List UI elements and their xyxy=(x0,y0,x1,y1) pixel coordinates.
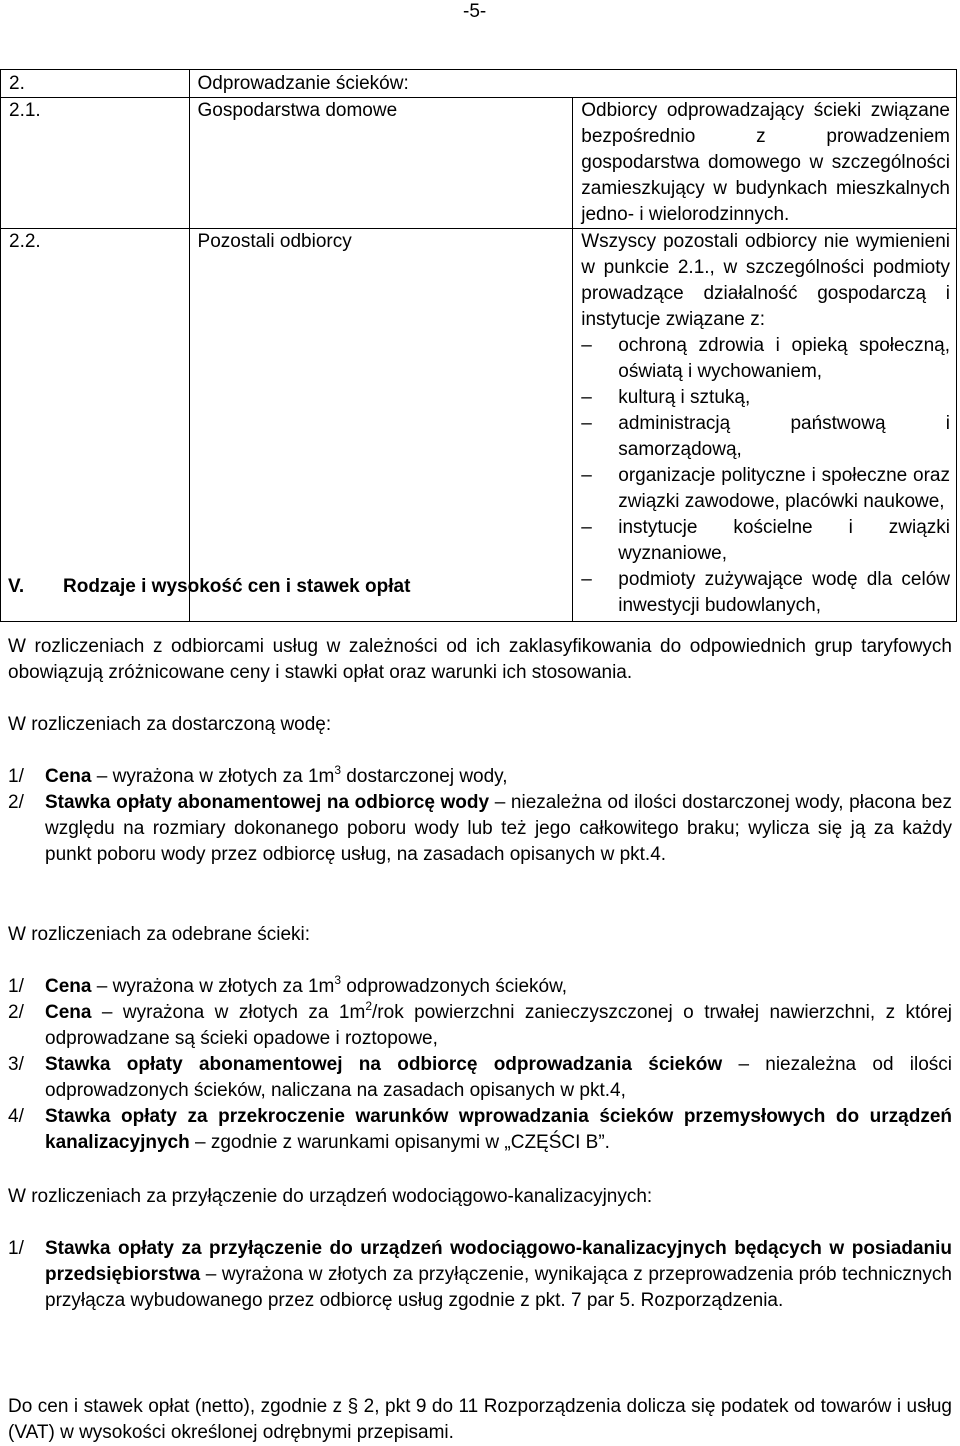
item-term: Cena xyxy=(45,1002,92,1023)
dash-bullet: – xyxy=(581,517,592,538)
sewage-item-1 xyxy=(8,974,952,1000)
sewage-heading: W rozliczeniach za odebrane ścieki: xyxy=(8,924,311,945)
item-term: Stawka opłaty za przekroczenie warunków wprowadzania ścieków przemysłowych do urządzeń kanalizacyjnych xyxy=(45,1106,952,1153)
item-number: 4/ xyxy=(8,1106,24,1127)
item-term: Cena xyxy=(45,766,92,787)
list-item xyxy=(581,463,950,515)
item-number: 2/ xyxy=(8,1002,24,1023)
item-number: 1/ xyxy=(8,766,24,787)
row-description: Wszyscy pozostali odbiorcy nie wymienieni w punkcie 2.1., w szczególności podmioty prowadzące działalność gospodarczą i instytucje związane z: xyxy=(581,231,950,330)
institution-list xyxy=(581,333,950,619)
list-item xyxy=(581,411,950,463)
list-item xyxy=(8,1052,952,1104)
dash-bullet: – xyxy=(581,569,592,590)
item-text: – wyrażona w złotych za 1m xyxy=(91,1002,366,1023)
dash-bullet: – xyxy=(581,413,592,434)
item-number: 3/ xyxy=(8,1054,24,1075)
row-number: 2.2. xyxy=(1,229,190,622)
item-term: Cena xyxy=(45,976,92,997)
table-row xyxy=(1,98,957,229)
item-text: – wyrażona w złotych za 1m xyxy=(91,766,335,787)
list-item-text: administracją państwową i samorządową, xyxy=(618,413,950,460)
list-item xyxy=(581,333,950,385)
vat-note xyxy=(8,1394,952,1446)
section-intro: W rozliczeniach z odbiorcami usług w zależności od ich zaklasyfikowania do odpowiednich grup taryfowych obowiązują zróżnicowane ceny i stawki opłat oraz warunki ich stosowania. xyxy=(8,636,952,683)
water-item-2 xyxy=(8,790,952,868)
sewage-item-3 xyxy=(8,1052,952,1104)
row-description: Odbiorcy odprowadzający ścieki związane bezpośrednio z prowadzeniem gospodarstwa domowego w szczególności zamieszkujący w budynkach mieszkalnych jedno- i wielorodzinnych. xyxy=(573,98,957,229)
list-item xyxy=(8,1236,952,1314)
item-text: dostarczonej wody, xyxy=(341,766,508,787)
item-text: odprowadzonych ścieków, xyxy=(341,976,568,997)
item-text: – wyrażona w złotych za 1m xyxy=(91,976,335,997)
row-group-name: Gospodarstwa domowe xyxy=(189,98,573,229)
dash-bullet: – xyxy=(581,465,592,486)
list-item xyxy=(581,385,950,411)
item-text: /rok powierzchni zanieczyszczonej o trwałej nawierzchni, z której odprowadzane są ścieki opadowe i roztopowe, xyxy=(45,1002,952,1049)
note-text: Do cen i stawek opłat (netto), zgodnie z xyxy=(8,1396,348,1417)
list-item-text: ochroną zdrowia i opieką społeczną, oświatą i wychowaniem, xyxy=(618,335,950,382)
item-number: 1/ xyxy=(8,976,24,997)
list-item-text: kulturą i sztuką, xyxy=(618,387,751,408)
list-item-text: organizacje polityczne i społeczne oraz związki zawodowe, placówki naukowe, xyxy=(618,465,950,512)
row-group-name: Pozostali odbiorcy xyxy=(189,229,573,622)
table-row xyxy=(1,70,957,98)
superscript: 3 xyxy=(334,972,342,987)
connection-heading: W rozliczeniach za przyłączenie do urządzeń wodociągowo-kanalizacyjnych: xyxy=(8,1186,653,1207)
list-item xyxy=(8,1000,952,1052)
table-row xyxy=(1,229,957,622)
section-number: V. xyxy=(8,576,25,597)
item-text: – niezależna od ilości dostarczonej wody, płacona bez względu na rozmiary dokonanego poboru wody lub też jego całkowitego braku; wylicza się ją za każdy punkt poboru wody przez odbiorcę usług, na zasadach opisanych w pkt.4. xyxy=(45,792,952,865)
sewage-item-2 xyxy=(8,1000,952,1052)
list-item xyxy=(8,974,952,1000)
note-text: 2, pkt 9 do 11 Rozporządzenia dolicza się podatek od towarów i usług (VAT) w wysokości określonej odrębnymi przepisami. xyxy=(8,1396,952,1443)
row-description-cell xyxy=(573,229,957,622)
list-item xyxy=(8,764,952,790)
item-term: Stawka opłaty za przyłączenie do urządzeń wodociągowo-kanalizacyjnych będących w posiadaniu przedsiębiorstwa xyxy=(45,1238,952,1285)
section-heading xyxy=(8,574,410,600)
water-heading: W rozliczeniach za dostarczoną wodę: xyxy=(8,714,332,735)
row-title: Odprowadzanie ścieków: xyxy=(189,70,956,98)
item-number: 1/ xyxy=(8,1238,24,1259)
page-number: -5- xyxy=(463,1,487,22)
row-number: 2.1. xyxy=(1,98,190,229)
item-term: Stawka opłaty abonamentowej na odbiorcę wody xyxy=(45,792,490,813)
water-item-1 xyxy=(8,764,952,790)
item-text: – zgodnie z warunkami opisanymi w „CZĘŚCI B”. xyxy=(189,1132,610,1153)
section-title: Rodzaje i wysokość cen i stawek opłat xyxy=(63,576,411,597)
list-item-text: instytucje kościelne i związki wyznaniowe, xyxy=(618,517,950,564)
superscript: 2 xyxy=(365,998,373,1013)
list-item-text: podmioty zużywające wodę dla celów inwestycji budowlanych, xyxy=(618,569,950,616)
sewage-item-4 xyxy=(8,1104,952,1156)
list-item xyxy=(8,1104,952,1156)
list-item xyxy=(581,567,950,619)
sewage-groups-table xyxy=(0,69,957,622)
item-text: – niezależna od ilości odprowadzonych ścieków, naliczana na zasadach opisanych w pkt.4, xyxy=(45,1054,952,1101)
list-item xyxy=(8,790,952,868)
item-term: Stawka opłaty abonamentowej na odbiorcę odprowadzania ścieków xyxy=(45,1054,723,1075)
dash-bullet: – xyxy=(581,335,592,356)
connection-item-1 xyxy=(8,1236,952,1314)
item-number: 2/ xyxy=(8,792,24,813)
superscript: 3 xyxy=(334,762,342,777)
item-text: – wyrażona w złotych za przyłączenie, wynikająca z przeprowadzenia prób technicznych przyłącza wybudowanego przez odbiorcę usług zgodnie z pkt. 7 par 5. Rozporządzenia. xyxy=(45,1264,952,1311)
paragraph-sign: § xyxy=(347,1396,359,1417)
list-item xyxy=(581,515,950,567)
row-number: 2. xyxy=(1,70,190,98)
dash-bullet: – xyxy=(581,387,592,408)
